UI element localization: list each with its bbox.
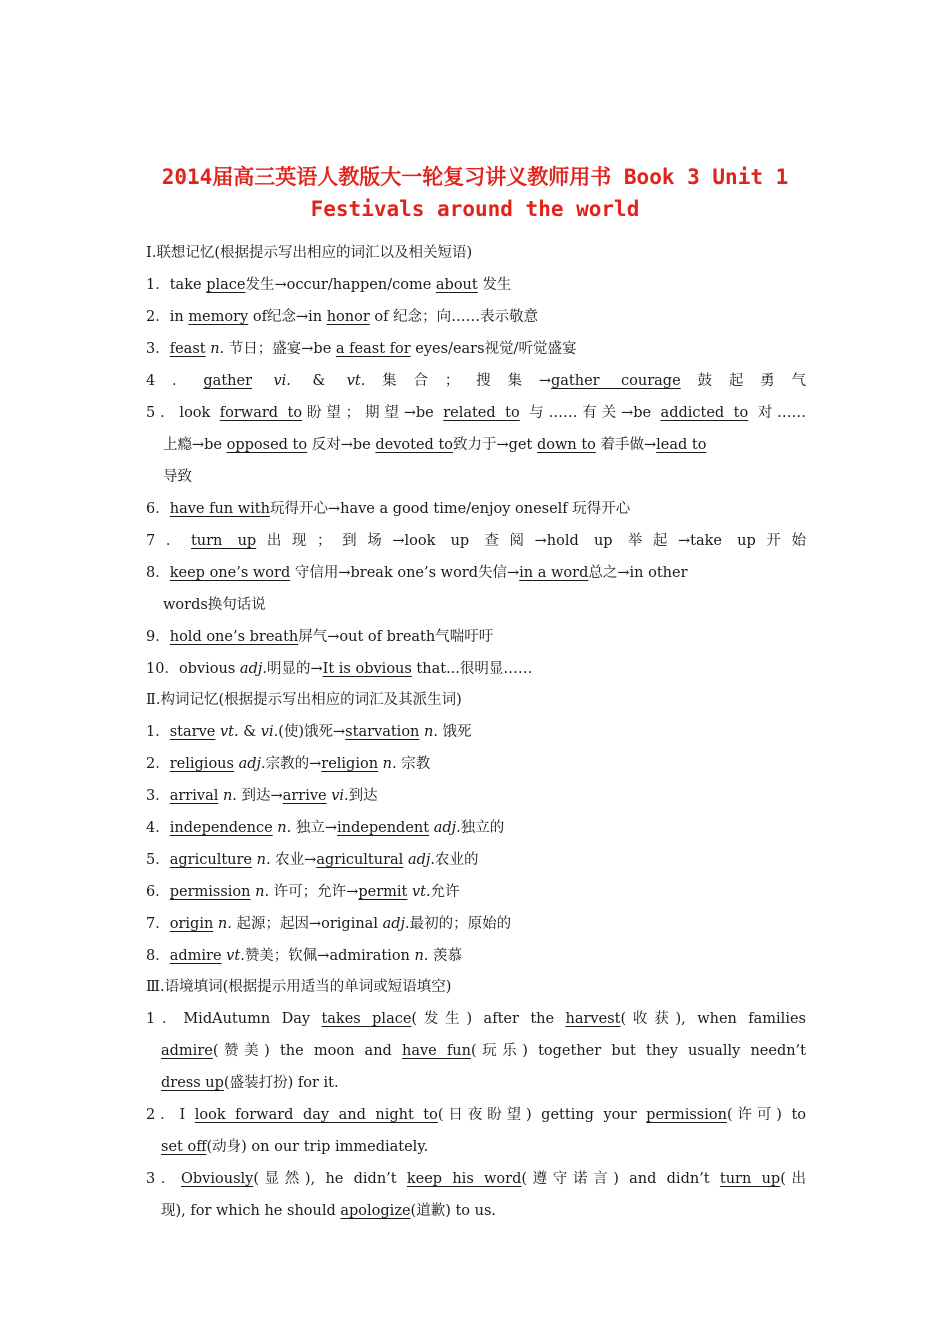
answer-blank: dress up [161,1075,224,1091]
part-of-speech: n. [256,852,271,868]
text-segment: 1． [146,724,170,740]
answer-blank: independence [169,820,273,836]
part-of-speech: vi. [273,373,291,389]
answer-blank: down to [536,437,596,453]
text-segment: of 纪念；向……表示敬意 [369,309,539,325]
answer-blank: keep one’s word [169,565,291,581]
text-line [146,1009,806,1029]
answer-blank: takes place [321,1011,412,1027]
text-segment: 许可；允许→ [269,884,359,900]
answer-blank: addicted to [660,405,749,421]
text-segment: 独立的 [460,820,505,836]
text-segment: 起源；起因→original [231,916,383,932]
text-segment: 3． [146,788,170,804]
text-segment: (许可) to [726,1107,807,1123]
text-line [161,1073,339,1093]
text-line [163,435,706,455]
text-segment: 玩得开心→have a good time/enjoy oneself 玩得开心 [269,501,631,517]
document-title-line-2: Festivals around the world [310,197,640,221]
answer-blank: look forward day and night to [194,1107,438,1123]
text-segment: 与……有关→be [519,405,661,421]
answer-blank: Obviously [181,1171,254,1187]
part-of-speech: n. [210,341,225,357]
answer-blank: admire [161,1043,213,1059]
text-segment: (显然), he didn’t [253,1171,407,1187]
text-segment: 3． [146,341,170,357]
text-line [146,307,538,327]
answer-blank: arrival [169,788,219,804]
answer-blank: set off [161,1139,207,1155]
part-of-speech: n. [255,884,270,900]
text-segment: 饿死 [437,724,472,740]
text-segment: 9． [146,629,170,645]
answer-blank: have fun [402,1043,471,1059]
answer-blank: gather courage [551,373,681,389]
text-segment: (赞美) the moon and [212,1043,402,1059]
section-heading: Ⅲ.语境填词(根据提示用适当的单词或短语填空) [146,979,452,995]
text-segment: 节日；盛宴→be [224,341,336,357]
answer-blank: turn up [190,533,257,549]
answer-blank: related to [443,405,520,421]
text-segment: 守信用→break one’s word失信→ [290,565,520,581]
text-line [146,850,478,870]
text-segment: 独立→ [291,820,338,836]
text-segment: 农业的 [434,852,479,868]
part-of-speech: n. [277,820,292,836]
text-segment: 出现；到场→look up 查阅→hold up 举起→take up开始 [256,533,806,549]
answer-blank: hold one’s breath [169,629,299,645]
text-line [146,754,430,774]
text-segment: 屏气→out of breath气喘吁吁 [298,629,494,645]
text-segment: 宗教 [396,756,431,772]
text-segment: words换句话说 [163,597,266,613]
text-segment: (使)饿死→ [278,724,346,740]
text-segment: (动身) on our trip immediately. [206,1139,429,1155]
text-line [146,722,472,742]
text-segment: 7． [146,916,170,932]
answer-blank: starvation [345,724,420,740]
text-line [146,1105,806,1125]
text-line [146,627,493,647]
part-of-speech: adj. [433,820,461,836]
part-of-speech: adj. [238,756,266,772]
part-of-speech: adj. [382,916,410,932]
answer-blank: memory [188,309,249,325]
text-segment: (出 [780,1171,807,1187]
text-segment: 现), for which he should [161,1203,341,1219]
answer-blank: keep his word [406,1171,522,1187]
text-segment: eyes/ears视觉/听觉盛宴 [410,341,577,357]
text-segment: 10．obvious [146,661,240,677]
answer-blank: forward to [219,405,303,421]
answer-blank: about [435,277,478,293]
text-segment: 4． [146,820,170,836]
answer-blank: arrive [282,788,327,804]
text-segment: 2．in [146,309,189,325]
text-line [146,275,511,295]
answer-blank: permit [358,884,408,900]
text-line [161,1137,428,1157]
text-segment: that...很明显…… [411,661,533,677]
text-segment: 8． [146,565,170,581]
text-segment: 总之→in other [588,565,688,581]
text-line [146,531,806,551]
answer-blank: honor [326,309,370,325]
text-segment: 羡慕 [428,948,463,964]
text-line [146,946,462,966]
text-segment: 6． [146,501,170,517]
text-segment: 到达→ [236,788,283,804]
answer-blank: have fun with [169,501,270,517]
part-of-speech: adj. [407,852,435,868]
part-of-speech: adj. [239,661,267,677]
text-segment [252,373,273,389]
part-of-speech: vt. [219,724,239,740]
text-line [146,786,378,806]
answer-blank: agriculture [169,852,253,868]
answer-blank: in a word [519,565,589,581]
answer-blank: religion [321,756,379,772]
text-segment: 1．take [146,277,207,293]
text-segment: (道歉) to us. [410,1203,497,1219]
part-of-speech: vi. [331,788,349,804]
text-line [146,882,460,902]
text-segment: 上瘾→be [163,437,227,453]
text-segment: (玩乐) together but they usually needn’t [470,1043,806,1059]
text-line [146,659,532,679]
document-title-line-1: 2014届高三英语人教版大一轮复习讲义教师用书 Book 3 Unit 1 [161,165,789,189]
part-of-speech: n. [414,948,429,964]
text-segment: 对…… [748,405,807,421]
answer-blank: opposed to [226,437,308,453]
answer-blank: It is obvious [322,661,412,677]
section-heading: Ⅰ.联想记忆(根据提示写出相应的词汇以及相关短语) [146,245,473,261]
answer-blank: admire [169,948,222,964]
text-line [146,563,688,583]
text-segment: 鼓起勇气 [680,373,807,389]
text-segment: (日夜盼望) getting your [437,1107,647,1123]
text-segment: 发生→occur/happen/come [245,277,436,293]
text-segment: (收获), when families [620,1011,806,1027]
text-segment: (发生) after the [411,1011,566,1027]
text-segment: 4． [146,373,204,389]
answer-blank: religious [169,756,234,772]
answer-blank: a feast for [335,341,411,357]
text-segment: 6． [146,884,170,900]
text-segment: & [238,724,261,740]
text-segment: 反对→be [307,437,376,453]
text-segment: 盼望；期望→be [302,405,444,421]
part-of-speech: vi. [260,724,279,740]
text-segment: 到达 [348,788,378,804]
text-line [146,499,630,519]
answer-blank: permission [169,884,251,900]
text-line [146,818,504,838]
text-line [146,403,806,423]
text-segment: 7． [146,533,191,549]
text-line [146,339,576,359]
part-of-speech: vt. [411,884,431,900]
text-line [146,371,806,391]
text-segment: 着手做→ [595,437,657,453]
text-line [163,467,192,487]
text-line [161,1201,496,1221]
answer-blank: place [206,277,246,293]
text-segment: 宗教的→ [265,756,322,772]
answer-blank: feast [169,341,206,357]
answer-blank: agricultural [316,852,404,868]
text-line [146,914,511,934]
text-segment: 发生 [477,277,512,293]
answer-blank: turn up [719,1171,781,1187]
text-segment: of纪念→in [248,309,327,325]
text-segment: 最初的；原始的 [409,916,512,932]
answer-blank: independent [337,820,430,836]
answer-blank: origin [169,916,214,932]
part-of-speech: n. [222,788,237,804]
text-segment: (盛装打扮) for it. [223,1075,339,1091]
part-of-speech: vt. [226,948,245,964]
answer-blank: gather [203,373,252,389]
answer-blank: harvest [565,1011,621,1027]
text-segment: 5． [146,852,170,868]
part-of-speech: n. [382,756,397,772]
section-heading: Ⅱ.构词记忆(根据提示写出相应的词汇及其派生词) [146,692,462,708]
text-segment: 致力于→get [453,437,537,453]
text-segment: (遵守诺言) and didn’t [521,1171,720,1187]
text-segment: 导致 [163,469,192,485]
text-segment: 3． [146,1171,182,1187]
answer-blank: permission [646,1107,727,1123]
text-segment: 允许 [430,884,460,900]
text-segment: 明显的→ [266,661,323,677]
answer-blank: starve [169,724,216,740]
text-segment: 1．MidAutumn Day [146,1011,322,1027]
answer-blank: lead to [656,437,707,453]
text-segment: 8． [146,948,170,964]
text-segment: 2．I [146,1107,195,1123]
part-of-speech: n. [424,724,438,740]
text-line [146,1169,806,1189]
answer-blank: devoted to [375,437,453,453]
text-segment: 5．look [146,405,220,421]
text-line [161,1041,806,1061]
text-segment: 2． [146,756,170,772]
text-line [163,595,266,615]
part-of-speech: n. [217,916,232,932]
text-segment: 农业→ [270,852,317,868]
text-segment: & [290,373,347,389]
text-segment: 赞美；钦佩→admiration [244,948,415,964]
text-segment: 集合；搜集→ [365,373,551,389]
part-of-speech: vt. [346,373,366,389]
answer-blank: apologize [340,1203,411,1219]
